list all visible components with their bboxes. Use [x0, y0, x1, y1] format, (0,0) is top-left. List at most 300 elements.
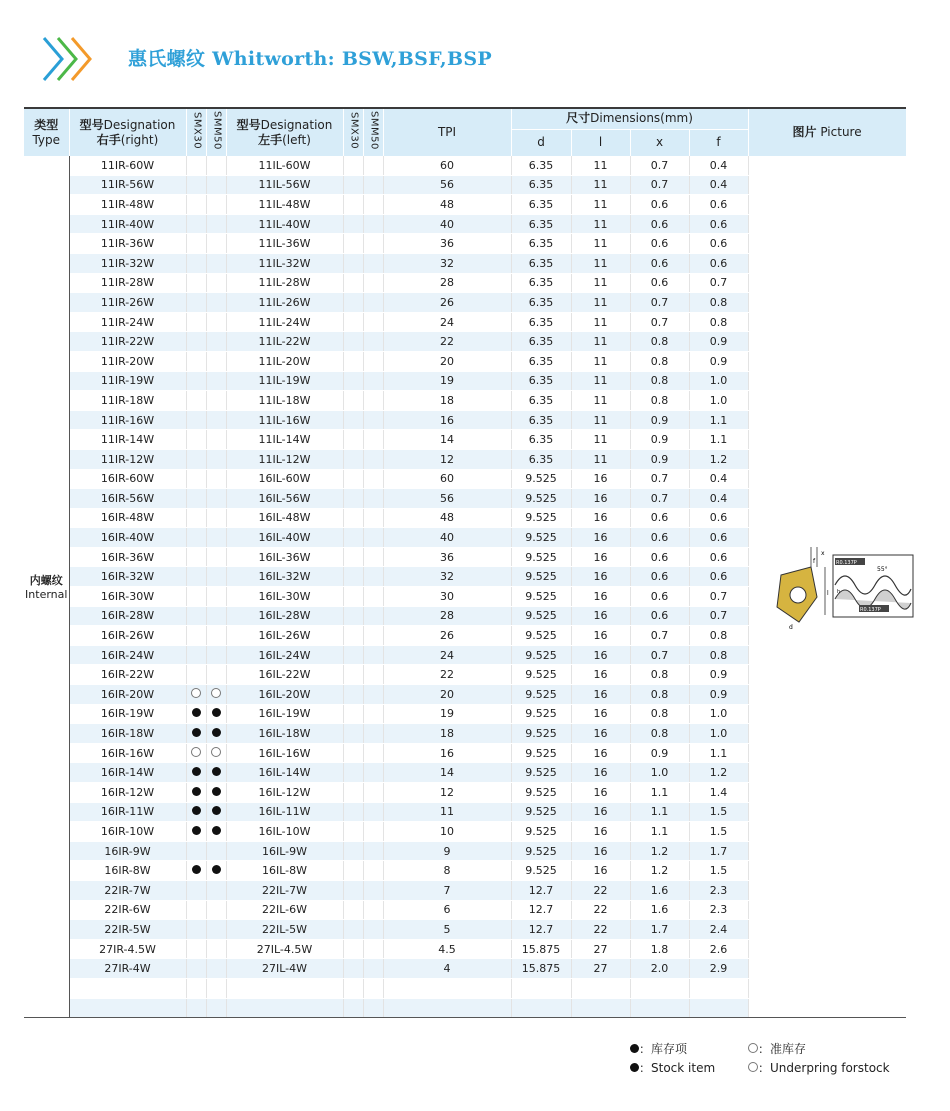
tpi-value: 26: [383, 293, 511, 313]
tpi-value: 5: [383, 920, 511, 940]
underpring-dot-icon: [191, 747, 201, 757]
smx30-left-stock: [343, 410, 363, 430]
x-value: 1.1: [630, 783, 689, 803]
left-designation: [226, 978, 343, 998]
d-value: 9.525: [511, 822, 571, 842]
smx30-left-stock: [343, 567, 363, 587]
smx30-stock: [186, 293, 206, 313]
d-value: 9.525: [511, 665, 571, 685]
legend-under-cn: [748, 1040, 806, 1057]
type-label-en: Internal: [25, 588, 68, 602]
d-value: 9.525: [511, 645, 571, 665]
left-designation: 22IL-6W: [226, 900, 343, 920]
smm50-stock: [206, 626, 226, 646]
d-value: 9.525: [511, 685, 571, 705]
f-value: 0.9: [689, 685, 748, 705]
x-value: 1.1: [630, 822, 689, 842]
l-value: 11: [571, 214, 630, 234]
x-value: 1.6: [630, 880, 689, 900]
smm50-left-stock: [363, 567, 383, 587]
smm50-stock: [206, 430, 226, 450]
smx30-left-stock: [343, 430, 363, 450]
x-value: 1.8: [630, 939, 689, 959]
smm50-left-stock: [363, 626, 383, 646]
smx30-stock: [186, 626, 206, 646]
l-value: 16: [571, 665, 630, 685]
header-smx30-label: SMX30: [191, 111, 203, 150]
tpi-value: [383, 978, 511, 998]
legend-stock-en-text: ：Stock item: [639, 1061, 716, 1075]
smx30-stock: [186, 175, 206, 195]
f-value: 0.8: [689, 312, 748, 332]
smm50-left-stock: [363, 861, 383, 881]
smx30-left-stock: [343, 391, 363, 411]
legend-under-en: [748, 1059, 890, 1076]
x-value: 0.6: [630, 273, 689, 293]
smx30-left-stock: [343, 175, 363, 195]
f-value: 0.7: [689, 273, 748, 293]
tpi-value: 9: [383, 841, 511, 861]
l-value: 11: [571, 234, 630, 254]
smm50-left-stock: [363, 371, 383, 391]
d-value: 6.35: [511, 351, 571, 371]
f-value: 0.8: [689, 626, 748, 646]
smm50-left-stock: [363, 998, 383, 1018]
left-designation: 16IL-10W: [226, 822, 343, 842]
left-designation: 11IL-48W: [226, 195, 343, 215]
left-designation: 11IL-28W: [226, 273, 343, 293]
smx30-stock: [186, 959, 206, 979]
legend-under-en-text: ：Underpring forstock: [758, 1061, 890, 1075]
x-value: 0.8: [630, 704, 689, 724]
dim-d-label: d: [788, 623, 793, 631]
picture-cell: [748, 156, 906, 1018]
l-value: 16: [571, 763, 630, 783]
x-value: 1.2: [630, 861, 689, 881]
l-value: 16: [571, 861, 630, 881]
tpi-value: 40: [383, 214, 511, 234]
smm50-left-stock: [363, 920, 383, 940]
smm50-left-stock: [363, 273, 383, 293]
left-designation: 16IL-8W: [226, 861, 343, 881]
f-value: 0.6: [689, 214, 748, 234]
d-value: 9.525: [511, 802, 571, 822]
stock-dot-icon: [212, 806, 221, 815]
smm50-stock: [206, 978, 226, 998]
right-designation: 16IR-16W: [69, 743, 186, 763]
tpi-value: 19: [383, 371, 511, 391]
d-value: 9.525: [511, 704, 571, 724]
d-value: [511, 998, 571, 1018]
tpi-value: 14: [383, 763, 511, 783]
underpring-dot-icon: [211, 747, 221, 757]
right-designation: 16IR-22W: [69, 665, 186, 685]
smx30-stock: [186, 312, 206, 332]
left-designation: 22IL-7W: [226, 880, 343, 900]
stock-dot-icon: [192, 767, 201, 776]
d-value: [511, 978, 571, 998]
right-designation: 16IR-11W: [69, 802, 186, 822]
header-tpi: TPI: [383, 109, 511, 156]
smm50-stock: [206, 528, 226, 548]
smx30-left-stock: [343, 156, 363, 175]
smm50-left-stock: [363, 214, 383, 234]
d-value: 9.525: [511, 783, 571, 803]
chevron-logo-icon: [40, 34, 100, 84]
header-picture: [748, 109, 906, 156]
d-value: 6.35: [511, 253, 571, 273]
f-value: 0.4: [689, 489, 748, 509]
tpi-value: 10: [383, 822, 511, 842]
tpi-value: 56: [383, 175, 511, 195]
right-designation: 22IR-7W: [69, 880, 186, 900]
d-value: 6.35: [511, 391, 571, 411]
type-cell: [24, 156, 69, 1018]
x-value: 0.8: [630, 685, 689, 705]
x-value: 0.6: [630, 587, 689, 607]
smx30-stock: [186, 547, 206, 567]
left-designation: 16IL-12W: [226, 783, 343, 803]
tpi-value: 60: [383, 469, 511, 489]
smx30-stock: [186, 253, 206, 273]
smx30-left-stock: [343, 743, 363, 763]
left-designation: 11IL-22W: [226, 332, 343, 352]
d-value: 12.7: [511, 920, 571, 940]
header-f: f: [689, 129, 748, 156]
smx30-stock: [186, 978, 206, 998]
x-value: 0.6: [630, 606, 689, 626]
header-right-sub-cn: 右手: [96, 132, 121, 147]
x-value: 1.7: [630, 920, 689, 940]
d-value: 9.525: [511, 567, 571, 587]
smx30-left-stock: [343, 704, 363, 724]
smm50-left-stock: [363, 489, 383, 509]
right-designation: 11IR-26W: [69, 293, 186, 313]
stock-dot-icon: [212, 767, 221, 776]
stock-dot-icon: [212, 865, 221, 874]
f-value: 0.7: [689, 587, 748, 607]
smx30-stock: [186, 430, 206, 450]
header-right-cn: 型号: [79, 117, 104, 132]
f-value: 0.4: [689, 156, 748, 175]
right-designation: 16IR-9W: [69, 841, 186, 861]
l-value: 16: [571, 528, 630, 548]
f-value: 2.3: [689, 880, 748, 900]
right-designation: 11IR-32W: [69, 253, 186, 273]
d-value: 9.525: [511, 626, 571, 646]
stock-dot-icon: [212, 728, 221, 737]
smx30-left-stock: [343, 489, 363, 509]
smx30-stock: [186, 332, 206, 352]
x-value: 0.8: [630, 371, 689, 391]
tpi-value: 18: [383, 724, 511, 744]
d-value: 15.875: [511, 939, 571, 959]
left-designation: 11IL-60W: [226, 156, 343, 175]
smx30-left-stock: [343, 665, 363, 685]
d-value: 6.35: [511, 195, 571, 215]
left-designation: 16IL-36W: [226, 547, 343, 567]
smx30-left-stock: [343, 273, 363, 293]
x-value: 0.6: [630, 547, 689, 567]
stock-dot-icon: [192, 826, 201, 835]
tpi-value: 18: [383, 391, 511, 411]
l-value: 11: [571, 371, 630, 391]
tpi-value: 12: [383, 449, 511, 469]
tpi-value: 40: [383, 528, 511, 548]
right-designation: 16IR-18W: [69, 724, 186, 744]
smm50-stock: [206, 273, 226, 293]
dim-l-label: l: [826, 589, 829, 597]
smm50-left-stock: [363, 724, 383, 744]
l-value: 11: [571, 332, 630, 352]
page-title: 惠氏螺纹 Whitworth: BSW,BSF,BSP: [128, 48, 492, 70]
x-value: 0.6: [630, 214, 689, 234]
l-value: 16: [571, 489, 630, 509]
hollow-dot-icon: [748, 1043, 758, 1053]
tpi-value: 6: [383, 900, 511, 920]
header-l: l: [571, 129, 630, 156]
filled-dot-icon: [630, 1044, 639, 1053]
l-value: 16: [571, 469, 630, 489]
tpi-value: 14: [383, 430, 511, 450]
smm50-left-stock: [363, 351, 383, 371]
legend-stock-en: [630, 1059, 715, 1076]
l-value: 16: [571, 704, 630, 724]
d-value: 9.525: [511, 587, 571, 607]
tpi-value: 4.5: [383, 939, 511, 959]
smm50-left-stock: [363, 508, 383, 528]
smx30-stock: [186, 234, 206, 254]
left-designation: 27IL-4.5W: [226, 939, 343, 959]
f-value: 1.2: [689, 763, 748, 783]
smm50-stock: [206, 783, 226, 803]
header-type-en: Type: [32, 132, 61, 147]
smm50-stock: [206, 253, 226, 273]
smx30-stock: [186, 508, 206, 528]
header-picture-en: Picture: [820, 125, 862, 139]
left-designation: 16IL-11W: [226, 802, 343, 822]
f-value: 1.0: [689, 371, 748, 391]
smx30-stock: [186, 351, 206, 371]
smm50-left-stock: [363, 939, 383, 959]
smm50-stock: [206, 312, 226, 332]
smm50-left-stock: [363, 410, 383, 430]
x-value: 0.8: [630, 391, 689, 411]
smx30-left-stock: [343, 312, 363, 332]
l-value: 16: [571, 626, 630, 646]
f-value: 0.4: [689, 175, 748, 195]
smm50-left-stock: [363, 685, 383, 705]
l-value: 27: [571, 939, 630, 959]
smm50-stock: [206, 351, 226, 371]
smm50-stock: [206, 587, 226, 607]
l-value: 11: [571, 195, 630, 215]
f-value: 1.0: [689, 704, 748, 724]
right-designation: 11IR-22W: [69, 332, 186, 352]
tpi-value: 60: [383, 156, 511, 175]
tpi-value: 12: [383, 783, 511, 803]
smm50-left-stock: [363, 763, 383, 783]
smx30-left-stock: [343, 214, 363, 234]
left-designation: 11IL-14W: [226, 430, 343, 450]
f-value: 0.6: [689, 528, 748, 548]
smm50-left-stock: [363, 469, 383, 489]
smx30-stock: [186, 724, 206, 744]
right-designation: 11IR-28W: [69, 273, 186, 293]
smx30-left-stock: [343, 763, 363, 783]
l-value: 11: [571, 293, 630, 313]
smm50-left-stock: [363, 743, 383, 763]
legend-stock-cn-text: ：库存项: [639, 1042, 688, 1056]
smx30-left-stock: [343, 900, 363, 920]
smm50-left-stock: [363, 841, 383, 861]
smm50-stock: [206, 234, 226, 254]
left-designation: 16IL-28W: [226, 606, 343, 626]
l-value: 16: [571, 567, 630, 587]
x-value: 0.8: [630, 665, 689, 685]
tpi-value: 56: [383, 489, 511, 509]
smx30-left-stock: [343, 861, 363, 881]
left-designation: 11IL-26W: [226, 293, 343, 313]
smm50-stock: [206, 214, 226, 234]
l-value: [571, 998, 630, 1018]
x-value: 1.6: [630, 900, 689, 920]
smx30-stock: [186, 371, 206, 391]
header-smx30-left: [343, 109, 363, 156]
smm50-left-stock: [363, 665, 383, 685]
dim-x-label: x: [820, 549, 825, 557]
smx30-stock: [186, 861, 206, 881]
tpi-value: 48: [383, 195, 511, 215]
left-designation: 16IL-9W: [226, 841, 343, 861]
smx30-stock: [186, 214, 206, 234]
threading-insert-diagram: [769, 537, 919, 637]
f-value: 1.5: [689, 802, 748, 822]
right-designation: [69, 998, 186, 1018]
smm50-stock: [206, 332, 226, 352]
header-dims-en: Dimensions(mm): [590, 111, 693, 126]
f-value: 0.9: [689, 332, 748, 352]
left-designation: 11IL-16W: [226, 410, 343, 430]
tpi-value: 36: [383, 234, 511, 254]
header-right-en: Designation: [103, 117, 176, 132]
f-value: 1.0: [689, 724, 748, 744]
d-value: 9.525: [511, 528, 571, 548]
smx30-stock: [186, 802, 206, 822]
insert-hole: [790, 587, 806, 603]
smx30-stock: [186, 665, 206, 685]
smx30-stock: [186, 645, 206, 665]
l-value: 11: [571, 430, 630, 450]
header-left-cn: 型号: [236, 117, 261, 132]
left-designation: 16IL-32W: [226, 567, 343, 587]
smx30-left-stock: [343, 685, 363, 705]
d-value: 9.525: [511, 489, 571, 509]
smm50-left-stock: [363, 645, 383, 665]
smm50-stock: [206, 685, 226, 705]
header-smm50-label: SMM50: [211, 111, 223, 150]
smm50-left-stock: [363, 430, 383, 450]
smm50-left-stock: [363, 900, 383, 920]
x-value: 0.7: [630, 312, 689, 332]
smm50-stock: [206, 841, 226, 861]
header-left-designation: [226, 109, 343, 156]
header-right-designation: [69, 109, 186, 156]
d-value: 9.525: [511, 841, 571, 861]
d-value: 6.35: [511, 234, 571, 254]
smx30-left-stock: [343, 959, 363, 979]
tpi-value: 22: [383, 332, 511, 352]
left-designation: 16IL-19W: [226, 704, 343, 724]
d-value: 9.525: [511, 861, 571, 881]
l-value: 11: [571, 449, 630, 469]
d-value: 6.35: [511, 214, 571, 234]
l-value: 16: [571, 802, 630, 822]
smm50-stock: [206, 998, 226, 1018]
smm50-stock: [206, 175, 226, 195]
smm50-left-stock: [363, 822, 383, 842]
x-value: 0.8: [630, 351, 689, 371]
angle-label: 55°: [876, 565, 888, 573]
right-designation: 11IR-16W: [69, 410, 186, 430]
left-designation: 16IL-40W: [226, 528, 343, 548]
f-value: 1.4: [689, 783, 748, 803]
tpi-value: 16: [383, 743, 511, 763]
smm50-left-stock: [363, 449, 383, 469]
smm50-stock: [206, 822, 226, 842]
left-designation: 27IL-4W: [226, 959, 343, 979]
smx30-stock: [186, 606, 206, 626]
legend-stock-cn: [630, 1040, 687, 1057]
l-value: 16: [571, 822, 630, 842]
x-value: 0.6: [630, 234, 689, 254]
smx30-stock: [186, 685, 206, 705]
right-designation: 22IR-5W: [69, 920, 186, 940]
left-designation: 11IL-12W: [226, 449, 343, 469]
header-x: x: [630, 129, 689, 156]
smx30-stock: [186, 998, 206, 1018]
tpi-value: 48: [383, 508, 511, 528]
smx30-stock: [186, 743, 206, 763]
smm50-left-stock: [363, 783, 383, 803]
left-designation: 11IL-36W: [226, 234, 343, 254]
dim-f-label: f: [812, 557, 815, 565]
l-value: 16: [571, 587, 630, 607]
tpi-value: 28: [383, 273, 511, 293]
tpi-value: 8: [383, 861, 511, 881]
f-value: 0.6: [689, 253, 748, 273]
stock-dot-icon: [192, 708, 201, 717]
smx30-stock: [186, 567, 206, 587]
left-designation: 11IL-56W: [226, 175, 343, 195]
tpi-value: 22: [383, 665, 511, 685]
f-value: 1.1: [689, 743, 748, 763]
smm50-stock: [206, 665, 226, 685]
table-row: [24, 156, 906, 175]
left-designation: 22IL-5W: [226, 920, 343, 940]
smm50-left-stock: [363, 312, 383, 332]
smm50-stock: [206, 880, 226, 900]
smx30-left-stock: [343, 645, 363, 665]
tpi-value: 20: [383, 685, 511, 705]
header-d: d: [511, 129, 571, 156]
table-body: [24, 156, 906, 1018]
left-designation: 16IL-26W: [226, 626, 343, 646]
smx30-stock: [186, 763, 206, 783]
l-value: 16: [571, 606, 630, 626]
smm50-stock: [206, 567, 226, 587]
x-value: [630, 978, 689, 998]
